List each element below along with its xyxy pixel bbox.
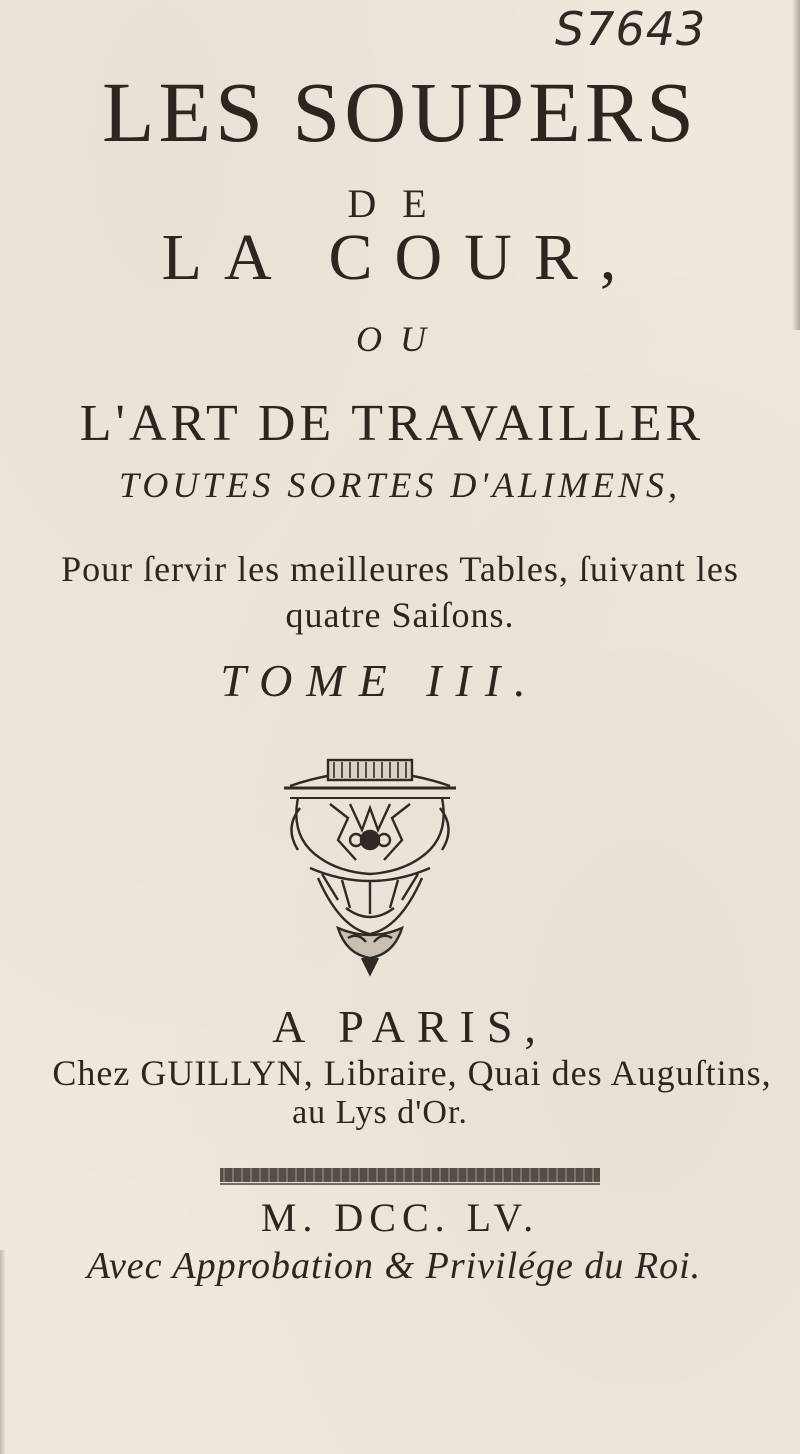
imprint-city: A PARIS, xyxy=(272,1001,548,1052)
title-line-1: LES SOUPERS xyxy=(102,64,698,160)
imprint-date: M. DCC. LV. xyxy=(260,1195,540,1240)
imprint-privilege: Avec Approbation & Privilége du Roi. xyxy=(86,1245,702,1287)
fleuron-basket-ornament-icon xyxy=(270,758,470,980)
volume-number: TOME III. xyxy=(220,655,540,706)
title-line-2: DE xyxy=(347,181,453,226)
subtitle-line-1: Pour ſervir les meilleures Tables, ſuivant les xyxy=(61,549,739,589)
subtitle-line-2: quatre Saiſons. xyxy=(285,595,515,635)
shelfmark-handwritten: S7643 xyxy=(555,2,707,56)
decorative-rule xyxy=(220,1168,600,1182)
title-line-5: L'ART DE TRAVAILLER xyxy=(79,395,705,452)
title-line-4: OU xyxy=(356,319,444,359)
imprint-publisher-line-2: au Lys d'Or. xyxy=(292,1094,468,1131)
title-line-6: TOUTES SORTES D'ALIMENS, xyxy=(118,465,682,505)
title-line-3: LA COUR, xyxy=(161,221,639,294)
imprint-publisher-line-1: Chez GUILLYN, Libraire, Quai des Auguſtins, xyxy=(52,1053,772,1093)
decorative-rule-underline xyxy=(220,1183,600,1185)
